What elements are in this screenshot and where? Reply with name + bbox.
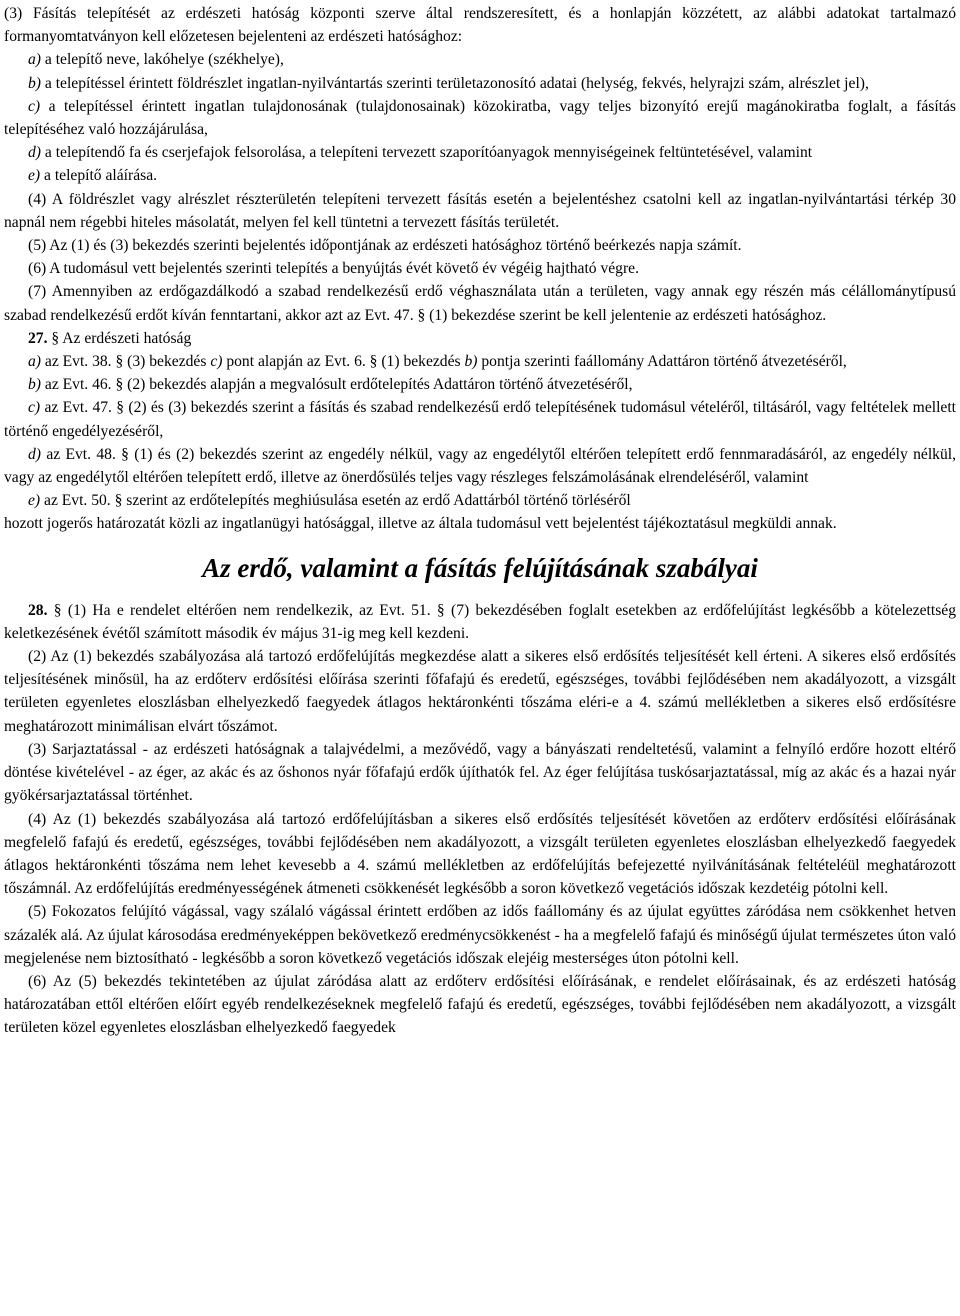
- paragraph: [4, 72, 956, 95]
- paragraph: [4, 489, 956, 512]
- paragraph: [4, 164, 956, 187]
- paragraph: [4, 188, 956, 234]
- text-run: (5) Fokozatos felújító vágással, vagy szálaló vágással érintett erdőben az idős faállomány és az újulat együttes záródása nem csökkenhet hetven százalék alá. Az újulat károsodása eredményeképpen bekövetkező eredménycsökkenést - ha a megfelelő fafajú és minőségű újulat természetes úton való megjelenése nem biztosítható - legkésőbb a soron következő vegetációs időszak elejéig mesterséges úton pótolni kell.: [4, 903, 956, 967]
- text-run: a telepítéssel érintett földrészlet ingatlan-nyilvántartás szerinti területazonosító adatai (helység, fekvés, helyrajzi szám, alrészlet jel),: [41, 74, 869, 92]
- item-marker: e): [28, 492, 41, 510]
- text-run: (7) Amennyiben az erdőgazdálkodó a szabad rendelkezésű erdő véghasználata után a területen, vagy annak egy részén más célállománytípusú szabad rendelkezésű erdőt kíván fenntartani, akkor azt az Evt. 47. § (1) bekezdése szerint be kell jelentenie az erdészeti hatósághoz.: [4, 283, 956, 324]
- paragraph: [4, 645, 956, 738]
- text-run: hozott jogerős határozatát közli az ingatlanügyi hatósággal, illetve az általa tudomásul vett bejelentést tájékoztatásul megküldi annak.: [4, 515, 837, 533]
- paragraph: [4, 396, 956, 442]
- text-run: (6) Az (5) bekezdés tekintetében az újulat záródása alatt az erdőterv erdősítési előírásának, e rendelet előírásainak, és az erdészeti hatóság határozatában ettől eltérően előírt egyéb rendelkezéseknek megfelelő fafajú és eredetű, egészséges, további fejlődésében nem akadályozott, a vizsgált területen közel egyenletes eloszlásban elhelyezkedő faegyedek: [4, 972, 956, 1037]
- paragraph: [4, 2, 956, 48]
- text-run: a telepítendő fa és cserjefajok felsorolása, a telepíteni tervezett szaporítóanyagok mennyiségeinek feltüntetésével, valamint: [41, 144, 813, 162]
- text-run: Az erdő, valamint a fásítás felújításának szabályai: [202, 552, 758, 583]
- text-run: az Evt. 47. § (2) és (3) bekezdés szerint a fásítás és szabad rendelkezésű erdő telepítésének tudomásul vételéről, tiltásáról, vagy feltételek mellett történő engedélyezéséről,: [4, 399, 956, 440]
- paragraph: [4, 141, 956, 164]
- text-run: (4) Az (1) bekezdés szabályozása alá tartozó erdőfelújításban a sikeres első erdősítés teljesítését követően az erdőterv erdősítési előírásának megfelelő fafajú és eredetű, egészséges, további fejlődésében nem akadályozott, a vizsgált területen egyenletes eloszlásban elhelyezkedő faegyedek átlagos hektáronkénti tőszáma nem lehet kevesebb a 4. számú mellékletben az erdőfelújítás befejezetté nyilvánításának feltételéül meghatározott tőszámnál. Az erdőfelújítás eredményességének átmeneti csökkenését legkésőbb a soron következő vegetációs időszak kezdetéig pótolni kell.: [4, 810, 956, 898]
- paragraph: [4, 257, 956, 280]
- item-marker: b): [28, 74, 41, 92]
- text-run: az Evt. 48. § (1) és (2) bekezdés szerint az engedély nélkül, vagy az engedélytől eltérően telepített erdő fennmaradásáról, az engedély nélkül, vagy az engedélytől eltérően telepített erdő, illetve az önerdősülés teljes vagy részleges felszámolásának elrendeléséről, valamint: [4, 445, 956, 487]
- item-marker: d): [28, 144, 41, 162]
- section-number: 28.: [28, 601, 48, 619]
- paragraph: [4, 512, 956, 535]
- text-run: a telepítéssel érintett ingatlan tulajdonosának (tulajdonosainak) közokiratba, vagy teljes bizonyító erejű magánokiratba foglalt, a fásítás telepítéséhez való hozzájárulása,: [4, 97, 956, 139]
- section-heading: [4, 551, 956, 585]
- item-marker: a): [28, 353, 41, 371]
- paragraph: [4, 234, 956, 257]
- text-run: (3) Sarjaztatással - az erdészeti hatóságnak a talajvédelmi, a mezővédő, vagy a bányászati rendeltetésű, valamint a felnyíló erdőre hozott eltérő döntése kivételével - az éger, az akác és az őshonos nyár főfafajú erdők újíthatók fel. Az éger felújítása tuskósarjaztatással, míg az akác és a hazai nyár gyökérsarjaztatással történhet.: [4, 740, 956, 805]
- text-run: az Evt. 50. § szerint az erdőtelepítés meghiúsulása esetén az erdő Adattárból történő törléséről: [40, 492, 631, 510]
- paragraph: [4, 327, 956, 350]
- text-run: (5) Az (1) és (3) bekezdés szerinti bejelentés időpontjának az erdészeti hatósághoz történő beérkezés napja számít.: [28, 237, 742, 255]
- text-run: § (1) Ha e rendelet eltérően nem rendelkezik, az Evt. 51. § (7) bekezdésében foglalt esetekben az erdőfelújítást legkésőbb a kötelezettség keletkezésének évétől számított második év május 31-ig meg kell kezdeni.: [4, 601, 956, 642]
- text-run: az Evt. 46. § (2) bekezdés alapján a megvalósult erdőtelepítés Adattáron történő átvezetéséről,: [41, 376, 633, 394]
- text-run: pontja szerinti faállomány Adattáron történő átvezetéséről,: [477, 353, 847, 371]
- item-marker: b): [464, 353, 478, 371]
- paragraph: [4, 900, 956, 970]
- text-run: pont alapján az Evt. 6. § (1) bekezdés: [222, 353, 465, 371]
- text-run: (2) Az (1) bekezdés szabályozása alá tartozó erdőfelújítás megkezdése alatt a sikeres első erdősítés teljesítését kell érteni. A sikeres első erdősítés teljesítésének minősül, ha az erdőterv erdősítési előírása szerinti főfafajú és eredetű, egészséges, további fejlődésében nem akadályozott, a vizsgált területen egyenletes eloszlásban elhelyezkedő faegyedek átlagos hektáronkénti tőszáma eléri-e a 4. számú mellékletben a sikeres első erdősítésre meghatározott minimálisan elvárt tőszámot.: [4, 648, 956, 735]
- text-run: a telepítő aláírása.: [40, 167, 158, 185]
- paragraph: [4, 970, 956, 1040]
- paragraph: [4, 48, 956, 71]
- item-marker: c): [210, 353, 223, 371]
- paragraph: [4, 280, 956, 326]
- section-number: 27.: [28, 329, 48, 347]
- paragraph: [4, 808, 956, 901]
- paragraph: [4, 599, 956, 645]
- text-run: az Evt. 38. § (3) bekezdés: [41, 353, 211, 371]
- text-run: a telepítő neve, lakóhelye (székhelye),: [41, 51, 284, 69]
- text-run: (3) Fásítás telepítését az erdészeti hatóság központi szerve által rendszeresített, és a honlapján közzétett, az alábbi adatokat tartalmazó formanyomtatványon kell előzetesen bejelenteni az erdészeti hatósághoz:: [4, 5, 956, 46]
- paragraph: [4, 443, 956, 489]
- paragraph: [4, 373, 956, 396]
- item-marker: c): [28, 399, 41, 417]
- paragraph: [4, 738, 956, 808]
- item-marker: a): [28, 51, 41, 69]
- paragraph: [4, 350, 956, 373]
- text-run: (4) A földrészlet vagy alrészlet részterületén telepíteni tervezett fásítás esetén a bejelentéshez csatolni kell az ingatlan-nyilvántartási térkép 30 napnál nem régebbi hiteles másolatát, melyen fel kell tüntetni a tervezett fásítás területét.: [4, 190, 956, 231]
- item-marker: d): [28, 445, 41, 463]
- paragraph: [4, 95, 956, 141]
- text-run: § Az erdészeti hatóság: [47, 329, 192, 347]
- item-marker: e): [28, 167, 41, 185]
- text-run: (6) A tudomásul vett bejelentés szerinti telepítés a benyújtás évét követő év végéig hajtható végre.: [28, 260, 639, 278]
- item-marker: b): [28, 376, 41, 394]
- item-marker: c): [28, 97, 41, 115]
